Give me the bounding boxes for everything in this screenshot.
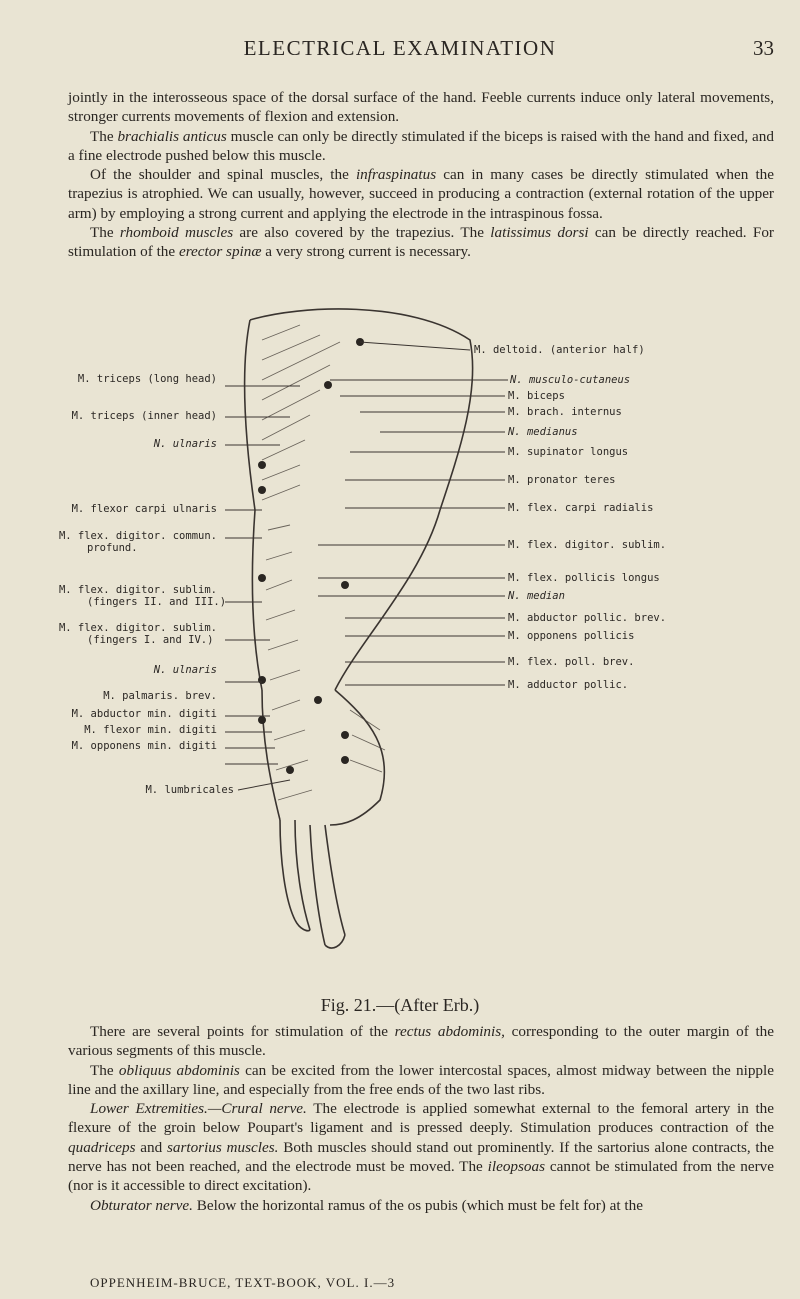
label-left: M. palmaris. brev. [103, 690, 217, 702]
label-right: M. flex. digitor. sublim. [508, 539, 667, 551]
label-left: M. flexor min. digiti [84, 724, 217, 736]
figure-caption: Fig. 21.—(After Erb.) [320, 995, 480, 1015]
label-right: M. supinator longus [508, 446, 629, 458]
label-right: M. brach. internus [508, 406, 622, 418]
label-left: M. opponens min. digiti [71, 740, 217, 752]
label-right: N. medianus [508, 426, 578, 438]
label-left: M. abductor min. digiti [71, 708, 217, 720]
paragraph: jointly in the interosseous space of the dorsal surface of the hand. Feeble currents induce only lateral movements, stronger currents movements of flexion and extension. [68, 89, 774, 126]
paragraph: The obliquus abdominis can be excited from the lower intercostal spaces, almost midway between the nipple line and the axillary line, and especially from the free ends of the two last ribs. [68, 1061, 774, 1098]
label-left: (fingers I. and IV.) [87, 634, 214, 646]
label-left: (fingers II. and III.) [87, 596, 227, 608]
label-right: M. abductor pollic. brev. [508, 612, 667, 624]
label-right: N. musculo-cutaneus [510, 374, 631, 386]
paragraph: The brachialis anticus muscle can only be directly stimulated if the biceps is raised with the hand and fixed, and a fine electrode pushed below this muscle. [68, 127, 774, 164]
arm-outline [245, 309, 473, 948]
label-left: M. flex. digitor. sublim. [58, 622, 217, 634]
top-text-block [68, 88, 774, 262]
label-left: M. lumbricales [145, 784, 234, 796]
label-right: M. deltoid. (anterior half) [474, 344, 645, 356]
bottom-text-block [68, 1022, 774, 1215]
stimulation-points [258, 338, 364, 774]
paragraph: Lower Extremities.—Crural nerve. The electrode is applied somewhat external to the femoral artery in the flexure of the groin below Poupart's ligament and is pressed deeply. Stimulation produces contraction of the quadriceps and sartorius muscles. Both muscles should stand out prominently. If the sartorius alone contracts, the nerve has not been reached, and the electrode must be moved. The ileopsoas cannot be stimulated from the nerve (nor is it accessible to direct excitation). [68, 1100, 774, 1195]
label-left: M. flexor carpi ulnaris [71, 503, 217, 515]
label-left: M. flex. digitor. sublim. [58, 584, 217, 596]
label-left: N. ulnaris [153, 438, 217, 450]
label-left: M. triceps (inner head) [71, 410, 217, 422]
page-number: 33 [753, 36, 774, 60]
label-right: M. biceps [508, 390, 565, 402]
paragraph: There are several points for stimulation of the rectus abdominis, corresponding to the outer margin of the various segments of this muscle. [68, 1023, 775, 1060]
label-left: profund. [87, 542, 138, 554]
label-right: M. flex. carpi radialis [508, 502, 654, 514]
label-left: M. flex. digitor. commun. [58, 530, 217, 542]
paragraph: Of the shoulder and spinal muscles, the infraspinatus can in many cases be directly stimulated when the trapezius is atrophied. We can usually, however, succeed in producing a contraction (external rotation of the upper arm) by employing a strong current and applying the electrode in the intraspinous fossa. [68, 166, 774, 222]
figure-arm-motor-points [0, 280, 800, 1000]
label-left: N. ulnaris [153, 664, 217, 676]
left-leader-lines [225, 386, 300, 790]
paragraph: Obturator nerve. Below the horizontal ramus of the os pubis (which must be felt for) at the [90, 1196, 643, 1214]
paragraph: The rhomboid muscles are also covered by the trapezius. The latissimus dorsi can be directly reached. For stimulation of the erector spinæ a very strong current is necessary. [68, 224, 774, 261]
footer-signature: OPPENHEIM-BRUCE, TEXT-BOOK, VOL. I.—3 [90, 1275, 396, 1290]
label-right: M. opponens pollicis [508, 630, 635, 642]
label-right: M. adductor pollic. [508, 679, 629, 691]
right-leader-lines [318, 342, 508, 685]
label-right: N. median [508, 590, 565, 602]
label-right: M. pronator teres [508, 474, 616, 486]
label-right: M. flex. poll. brev. [508, 656, 635, 668]
label-right: M. flex. pollicis longus [508, 572, 660, 584]
running-head: ELECTRICAL EXAMINATION [243, 36, 557, 60]
label-left: M. triceps (long head) [77, 373, 217, 385]
